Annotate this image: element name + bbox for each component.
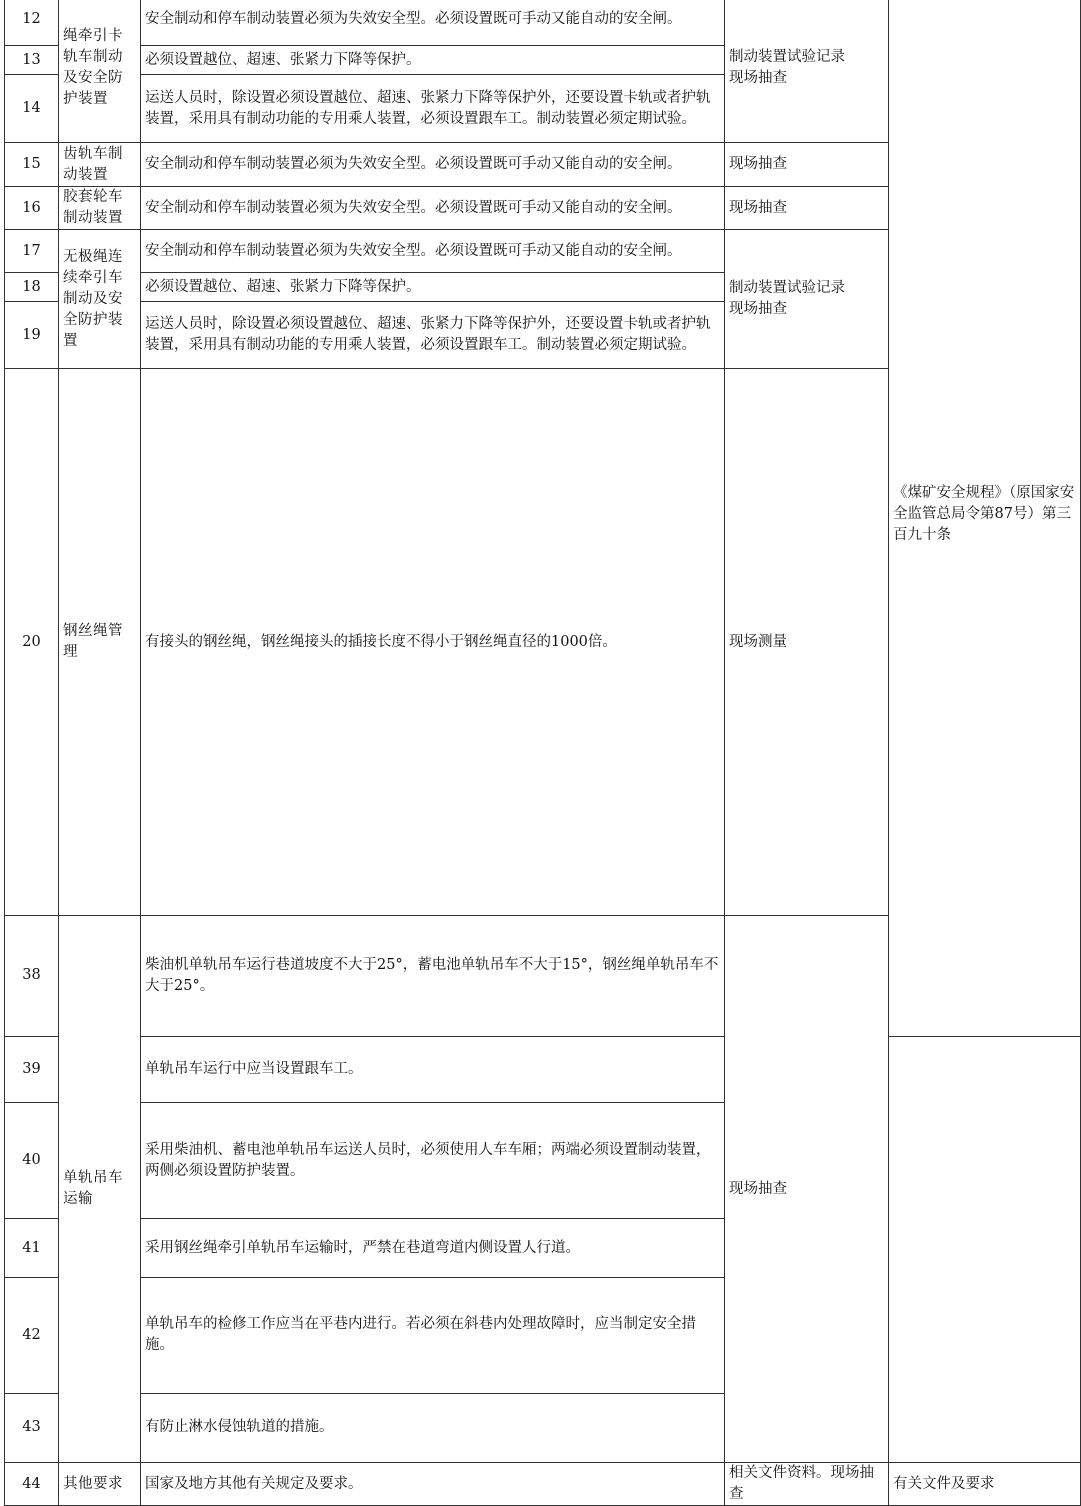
requirement-text: 必须设置越位、超速、张紧力下降等保护。 [141, 46, 725, 75]
requirement-text: 运送人员时，除设置必须设置越位、超速、张紧力下降等保护外，还要设置卡轨或者护轨装置，采用具有制动功能的专用乘人装置，必须设置跟车工。制动装置必须定期试验。 [141, 302, 725, 369]
row-number: 20 [5, 369, 59, 916]
row-number: 14 [5, 75, 59, 143]
row-number: 44 [5, 1463, 59, 1506]
requirement-text: 有接头的钢丝绳，钢丝绳接头的插接长度不得小于钢丝绳直径的1000倍。 [141, 369, 725, 916]
basis-text: 有关文件及要求 [889, 1463, 1081, 1506]
item-name: 钢丝绳管理 [59, 369, 141, 916]
item-name: 胶套轮车制动装置 [59, 187, 141, 230]
row-number: 41 [5, 1219, 59, 1278]
item-name: 其他要求 [59, 1463, 141, 1506]
check-method: 现场抽查 [725, 916, 889, 1463]
table-row [5, 1393, 1081, 1462]
row-number: 38 [5, 916, 59, 1037]
check-method [725, 0, 889, 143]
row-number: 18 [5, 273, 59, 302]
requirement-text: 采用钢丝绳牵引单轨吊车运输时，严禁在巷道弯道内侧设置人行道。 [141, 1219, 725, 1278]
requirement-text: 有防止淋水侵蚀轨道的措施。 [141, 1393, 725, 1462]
requirement-text: 单轨吊车的检修工作应当在平巷内进行。若必须在斜巷内处理故障时，应当制定安全措施。 [141, 1278, 725, 1394]
requirement-text: 运送人员时，除设置必须设置越位、超速、张紧力下降等保护外，还要设置卡轨或者护轨装置，采用具有制动功能的专用乘人装置，必须设置跟车工。制动装置必须定期试验。 [141, 75, 725, 143]
item-name: 单轨吊车运输 [59, 916, 141, 1463]
item-name: 绳牵引卡轨车制动及安全防护装置 [59, 0, 141, 143]
table-row [5, 1036, 1081, 1103]
requirement-text: 安全制动和停车制动装置必须为失效安全型。必须设置既可手动又能自动的安全闸。 [141, 230, 725, 273]
row-number: 19 [5, 302, 59, 369]
row-number: 42 [5, 1278, 59, 1394]
table-row [5, 1278, 1081, 1394]
basis-text: 《煤矿安全规程》（原国家安全监管总局令第87号）第三百九十条 [889, 0, 1081, 1036]
table-row [5, 0, 1081, 46]
check-method-text: 制动装置试验记录 现场抽查 [729, 48, 845, 86]
row-number: 12 [5, 0, 59, 46]
requirement-text: 国家及地方其他有关规定及要求。 [141, 1463, 725, 1506]
row-number: 39 [5, 1036, 59, 1103]
table-row [5, 1103, 1081, 1219]
row-number: 16 [5, 187, 59, 230]
table-row [5, 1463, 1081, 1506]
inspection-table [4, 0, 1081, 1506]
row-number: 13 [5, 46, 59, 75]
requirement-text: 必须设置越位、超速、张紧力下降等保护。 [141, 273, 725, 302]
table-row [5, 1219, 1081, 1278]
check-method: 现场抽查 [725, 187, 889, 230]
requirement-text: 采用柴油机、蓄电池单轨吊车运送人员时，必须使用人车车厢；两端必须设置制动装置，两侧必须设置防护装置。 [141, 1103, 725, 1219]
row-number: 15 [5, 143, 59, 187]
check-method [725, 230, 889, 369]
row-number: 43 [5, 1393, 59, 1462]
item-name: 齿轨车制动装置 [59, 143, 141, 187]
row-number: 17 [5, 230, 59, 273]
check-method: 相关文件资料。现场抽查 [725, 1463, 889, 1506]
item-name: 无极绳连续牵引车制动及安全防护装置 [59, 230, 141, 369]
requirement-text: 安全制动和停车制动装置必须为失效安全型。必须设置既可手动又能自动的安全闸。 [141, 187, 725, 230]
check-method: 现场测量 [725, 369, 889, 916]
check-method-text: 制动装置试验记录 现场抽查 [729, 280, 845, 317]
requirement-text: 单轨吊车运行中应当设置跟车工。 [141, 1036, 725, 1103]
requirement-text: 安全制动和停车制动装置必须为失效安全型。必须设置既可手动又能自动的安全闸。 [141, 0, 725, 46]
requirement-text: 柴油机单轨吊车运行巷道坡度不大于25°，蓄电池单轨吊车不大于15°，钢丝绳单轨吊车不大于25°。 [141, 916, 725, 1037]
requirement-text: 安全制动和停车制动装置必须为失效安全型。必须设置既可手动又能自动的安全闸。 [141, 143, 725, 187]
check-method: 现场抽查 [725, 143, 889, 187]
row-number: 40 [5, 1103, 59, 1219]
